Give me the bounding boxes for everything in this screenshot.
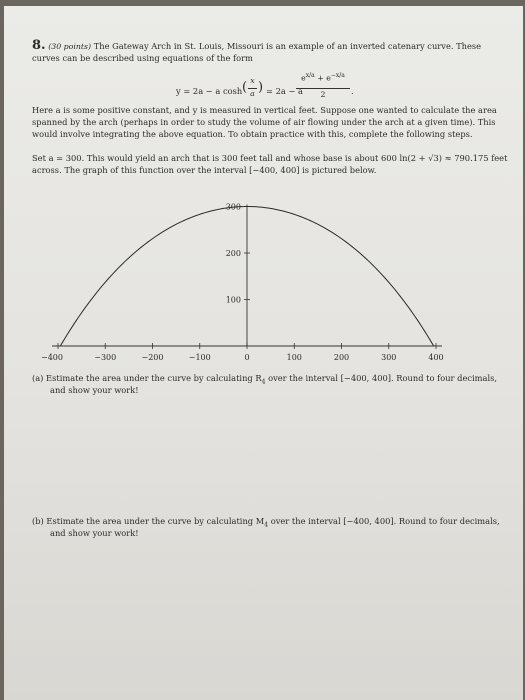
catenary-graph [4, 6, 523, 700]
exp-power-2: −x/a [330, 72, 345, 79]
part-a-line2: and show your work! [50, 385, 139, 395]
intro-text-2: curves can be described using equations of the form [32, 53, 253, 63]
equation-paren-open: ( [242, 80, 248, 95]
equation-paren-close: ) [258, 80, 264, 95]
para3-line1: Set a = 300. This would yield an arch that is 300 feet tall and whose base is about 600 ln(2 + √3) ≈ 790.175 feet [32, 153, 508, 163]
part-a-text: (a) Estimate the area under the curve by calculating R [32, 373, 262, 383]
y-tick-label: 300 [225, 202, 241, 212]
part-b-line2: and show your work! [50, 528, 139, 538]
exp-base-2: + e [317, 73, 331, 83]
part-b-text: (b) Estimate the area under the curve by calculating M [32, 516, 265, 526]
exp-base-1: e [301, 73, 306, 83]
part-a-text-end: over the interval [−400, 400]. Round to four decimals, [265, 373, 498, 383]
x-tick-label: 200 [333, 353, 350, 362]
equation-left: y = 2a − a cosh [176, 86, 243, 96]
part-a-sub: 4 [261, 378, 266, 386]
x-tick-label: 100 [286, 353, 302, 362]
para2-line1: Here a is some positive constant, and y is measured in vertical feet. Suppose one wanted to calculate the area [32, 105, 497, 115]
x-tick-label: −300 [94, 353, 117, 362]
equation-frac-den: 2 [320, 90, 326, 99]
equation-paren-den: a [250, 89, 255, 98]
para2-line2: spanned by the arch (perhaps in order to study the volume of air flowing under the arch at a given time). This [32, 117, 496, 127]
x-tick-label: −200 [141, 353, 164, 362]
y-tick-label: 100 [225, 295, 241, 305]
part-b-sub: 4 [264, 521, 269, 529]
problem-number: 8. [32, 38, 46, 53]
y-tick-label: 200 [225, 249, 241, 258]
equation-paren-num: x [250, 76, 255, 85]
equation-end: . [351, 86, 354, 96]
x-tick-label: 0 [244, 353, 250, 362]
equation-mid: = 2a − a [266, 86, 303, 96]
x-tick-label: 300 [381, 353, 397, 362]
worksheet-page [4, 6, 523, 700]
exp-power-1: x/a [305, 72, 315, 79]
intro-text-1: The Gateway Arch in St. Louis, Missouri is an example of an inverted catenary curve. These [93, 41, 482, 51]
x-tick-label: −400 [41, 353, 63, 362]
para2-line3: would involve integrating the above equation. To obtain practice with this, complete the following steps. [32, 129, 473, 139]
problem-points: (30 points) [48, 42, 92, 51]
para3-line2: across. The graph of this function over the interval [−400, 400] is pictured below. [32, 165, 377, 175]
x-tick-label: −100 [188, 353, 211, 362]
part-b-text-end: over the interval [−400, 400]. Round to four decimals, [268, 516, 500, 526]
x-tick-label: 400 [428, 353, 444, 362]
